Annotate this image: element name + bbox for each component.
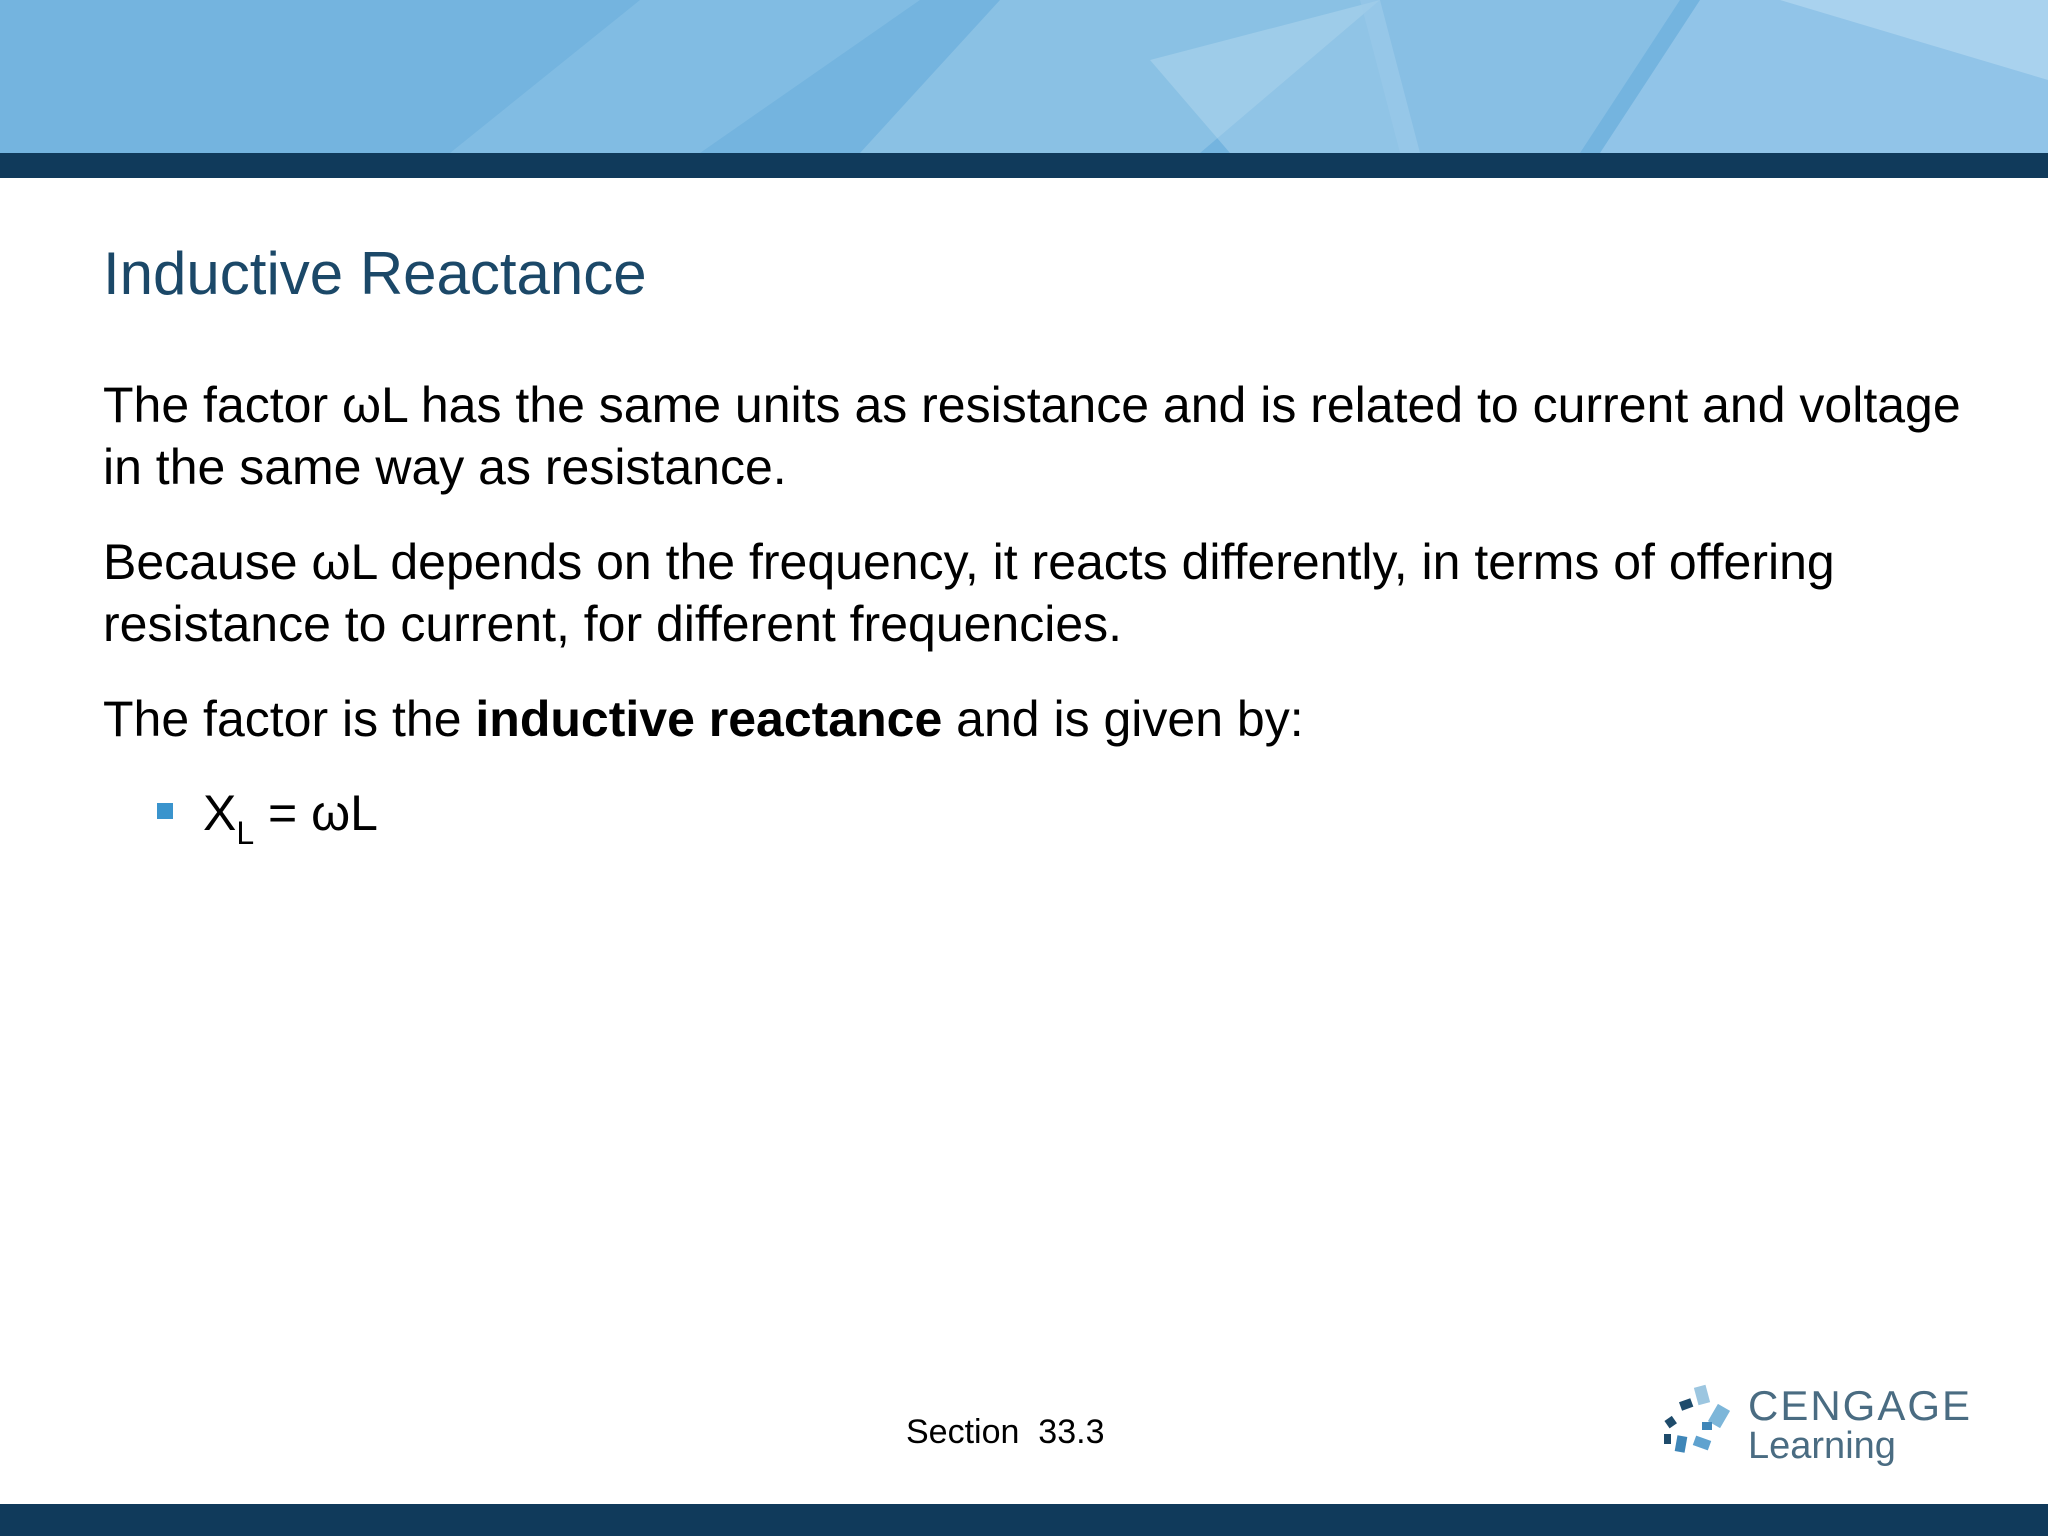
formula-rhs: = ωL — [254, 785, 378, 841]
cengage-logo — [1662, 1382, 1973, 1474]
square-bullet-icon — [157, 803, 173, 819]
logo-wordmark-secondary: Learning — [1748, 1425, 1896, 1467]
paragraph-frequency: Because ωL depends on the frequency, it reacts differently, in terms of offering resistance to current, for different frequencies. — [103, 534, 1835, 652]
cengage-mark-icon — [1662, 1384, 1740, 1464]
header-decoration — [0, 0, 2048, 153]
definition-tail-text: and is given by: — [942, 691, 1304, 747]
formula-subscript: L — [236, 815, 255, 851]
header-banner — [0, 0, 2048, 153]
paragraph-units: The factor ωL has the same units as resistance and is related to current and voltage in the same way as resistance. — [103, 377, 1961, 495]
logo-wordmark-primary: CENGAGE — [1748, 1382, 1973, 1429]
paragraph-definition — [103, 688, 1973, 750]
header-rule — [0, 153, 2048, 178]
section-label: Section 33.3 — [906, 1413, 1105, 1451]
definition-term: inductive reactance — [475, 691, 943, 747]
slide-title: Inductive Reactance — [103, 240, 647, 307]
reactance-formula — [203, 782, 378, 850]
formula-symbol: X — [203, 785, 237, 841]
definition-lead-text: The factor is the — [103, 691, 476, 747]
footer-rule — [0, 1504, 2048, 1536]
